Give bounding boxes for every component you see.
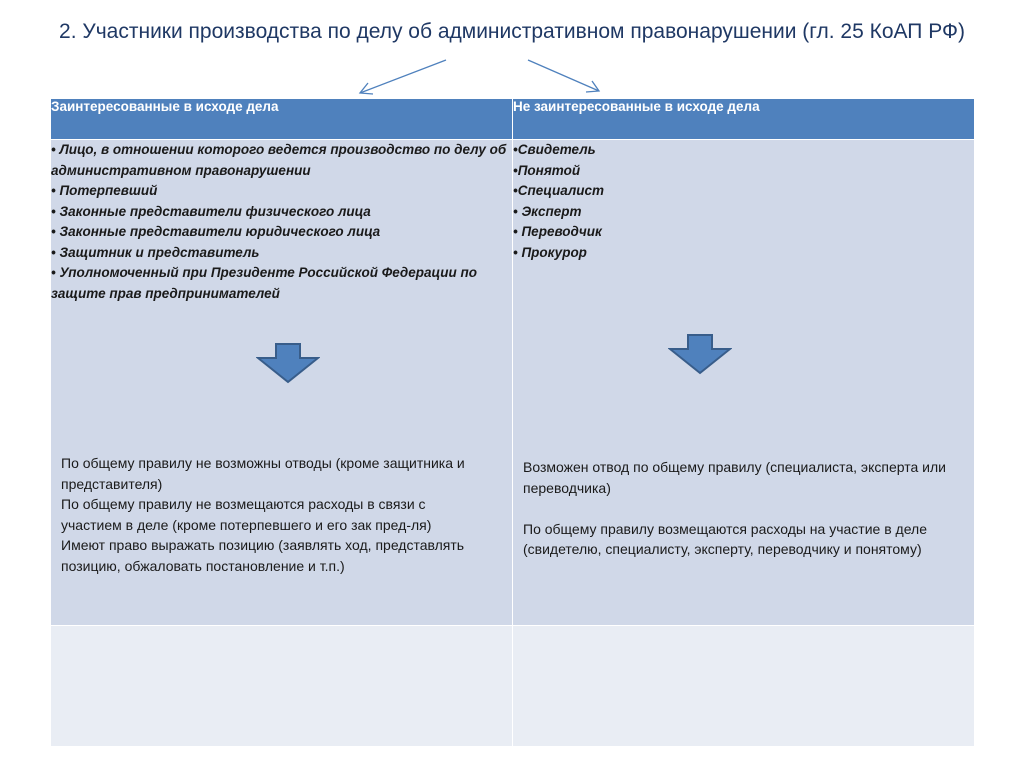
note-text: По общему правилу возмещаются расходы на участие в деле (свидетелю, специалисту, эксперту, переводчику и понятому) [523,520,927,557]
cell-not-interested [513,140,975,626]
down-arrow-icon [668,333,732,375]
not-interested-notes [523,457,953,560]
arrow-right-icon [528,60,599,92]
arrow-left-icon [360,60,446,94]
list-item: • Законные представители физического лица [51,203,371,219]
cell-interested [51,140,513,626]
list-item: •Понятой [513,162,581,178]
list-item: • Потерпевший [51,183,158,198]
list-item: •Специалист [513,183,605,198]
list-item: • Лицо, в отношении которого ведется производство по делу об административном правонарушении [51,142,507,178]
interested-notes [61,453,481,576]
note-text: Возможен отвод по общему правилу (специалиста, эксперта или переводчика) [523,459,946,496]
empty-cell [51,626,513,747]
interested-list [51,140,512,304]
split-arrows [0,0,1024,100]
down-arrow-icon [256,342,320,384]
list-item: • Защитник и представитель [51,244,260,260]
table-body-row [51,140,975,626]
note-text: По общему правилу не возможны отводы (кроме защитника и представителя) [61,455,465,492]
note-text: Имеют право выражать позицию (заявлять ход, представлять позицию, обжаловать постановление и т.п.) [61,537,465,574]
list-item: • Законные представители юридического лица [51,224,381,239]
list-item: • Переводчик [513,224,602,239]
table-empty-row [51,626,975,747]
list-item: • Прокурор [513,244,587,260]
list-item: • Эксперт [513,203,582,219]
header-not-interested: Не заинтересованные в исходе дела [513,99,975,140]
note-text: По общему правилу не возмещаются расходы в связи с участием в деле (кроме потерпевшего и его зак пред-ля) [61,496,432,533]
slide-title: 2. Участники производства по делу об административном правонарушении (гл. 25 КоАП РФ) [59,20,965,43]
header-interested: Заинтересованные в исходе дела [51,99,513,140]
not-interested-list [513,140,974,263]
list-item: •Свидетель [513,142,596,157]
participants-table [50,98,975,747]
list-item: • Уполномоченный при Президенте Российской Федерации по защите прав предпринимателей [51,265,477,301]
empty-cell [513,626,975,747]
table-header-row [51,99,975,140]
